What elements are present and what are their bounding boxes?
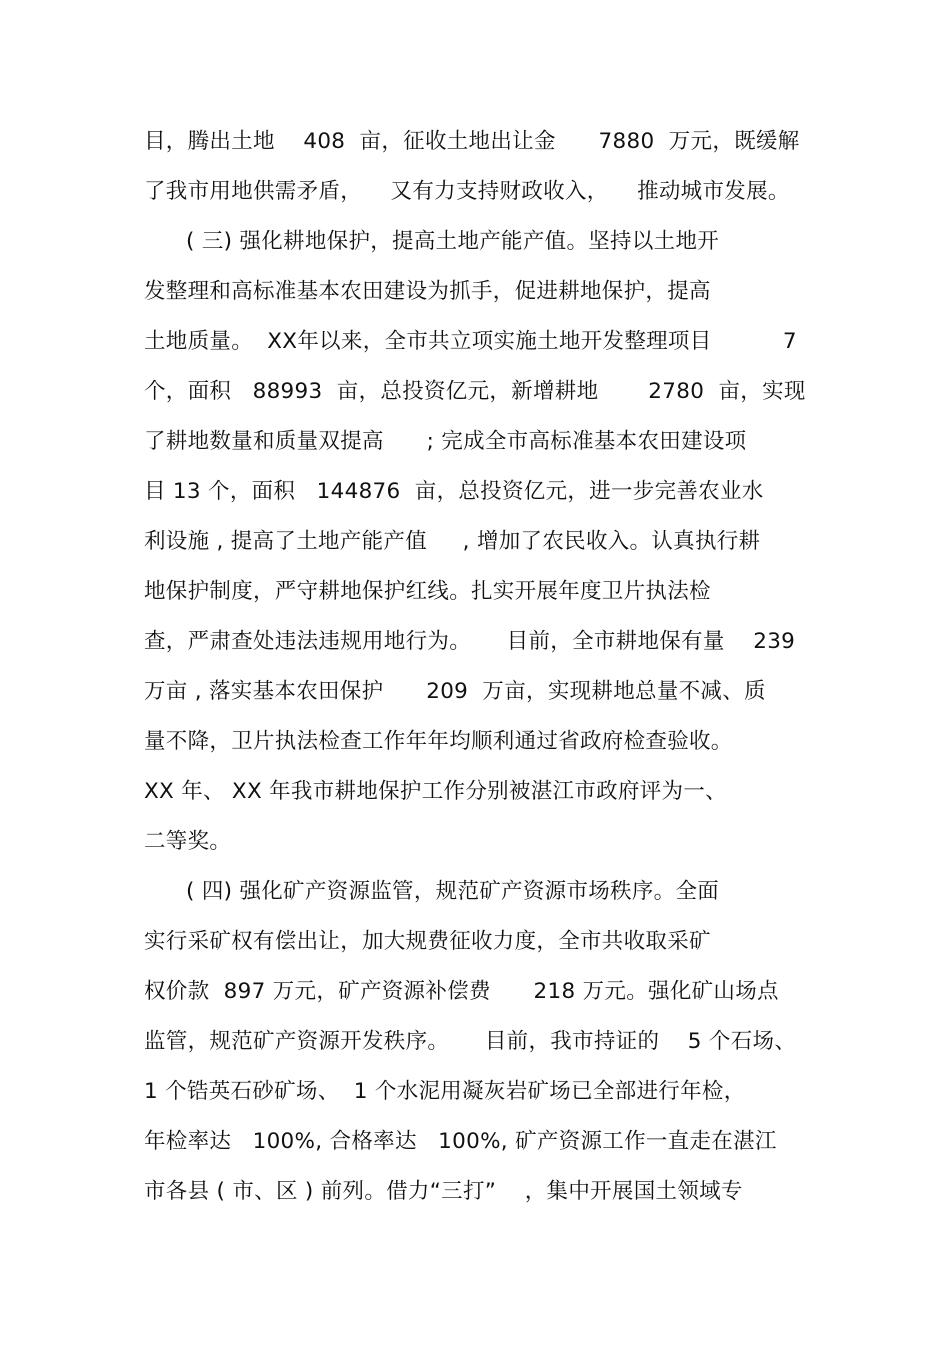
text-line: 万亩 , 落实基本农田保护 209 万亩，实现耕地总量不减、质 [144, 679, 766, 704]
text-line: 利设施 , 提高了土地产能产值 , 增加了农民收入。认真执行耕 [144, 529, 761, 554]
text-line: 了我市用地供需矛盾， 又有力支持财政收入， 推动城市发展。 [144, 179, 790, 204]
text-line: 年检率达 100%, 合格率达 100%, 矿产资源工作一直走在湛江 [144, 1129, 777, 1154]
text-line: 地保护制度，严守耕地保护红线。扎实开展年度卫片执法检 [144, 579, 711, 604]
text-line: 量不降，卫片执法检查工作年年均顺利通过省政府检查验收。 [144, 729, 733, 754]
text-line: 了耕地数量和质量双提高 ; 完成全市高标准基本农田建设项 [144, 429, 747, 454]
section-heading-line: ( 四) 强化矿产资源监管，规范矿产资源市场秩序。全面 [186, 879, 720, 904]
text-line: 个，面积 88993 亩，总投资亿元，新增耕地 2780 亩，实现 [144, 379, 806, 404]
text-line: 实行采矿权有偿出让，加大规费征收力度，全市共收取采矿 [144, 929, 711, 954]
text-line: 市各县 ( 市、区 ) 前列。借力“三打” ，集中开展国土领域专 [144, 1179, 743, 1204]
text-line: 查，严肃查处违法违规用地行为。 目前，全市耕地保有量 239 [144, 629, 796, 654]
text-line: XX 年、 XX 年我市耕地保护工作分别被湛江市政府评为一、 [144, 779, 727, 804]
text-line: 目 13 个，面积 144876 亩，总投资亿元，进一步完善农业水 [144, 479, 764, 504]
text-line: 监管，规范矿产资源开发秩序。 目前，我市持证的 5 个石场、 [144, 1029, 797, 1054]
text-line: 二等奖。 [144, 829, 232, 854]
text-line: 1 个锆英石砂矿场、 1 个水泥用凝灰岩矿场已全部进行年检， [144, 1079, 746, 1104]
section-heading-line: ( 三) 强化耕地保护，提高土地产能产值。坚持以土地开 [186, 229, 720, 254]
text-line: 土地质量。 XX年以来，全市共立项实施土地开发整理项目 7 [144, 329, 797, 354]
text-line: 权价款 897 万元，矿产资源补偿费 218 万元。强化矿山场点 [144, 979, 779, 1004]
text-line: 发整理和高标准基本农田建设为抓手，促进耕地保护，提高 [144, 279, 711, 304]
text-line: 目，腾出土地 408 亩，征收土地出让金 7880 万元，既缓解 [144, 129, 800, 154]
